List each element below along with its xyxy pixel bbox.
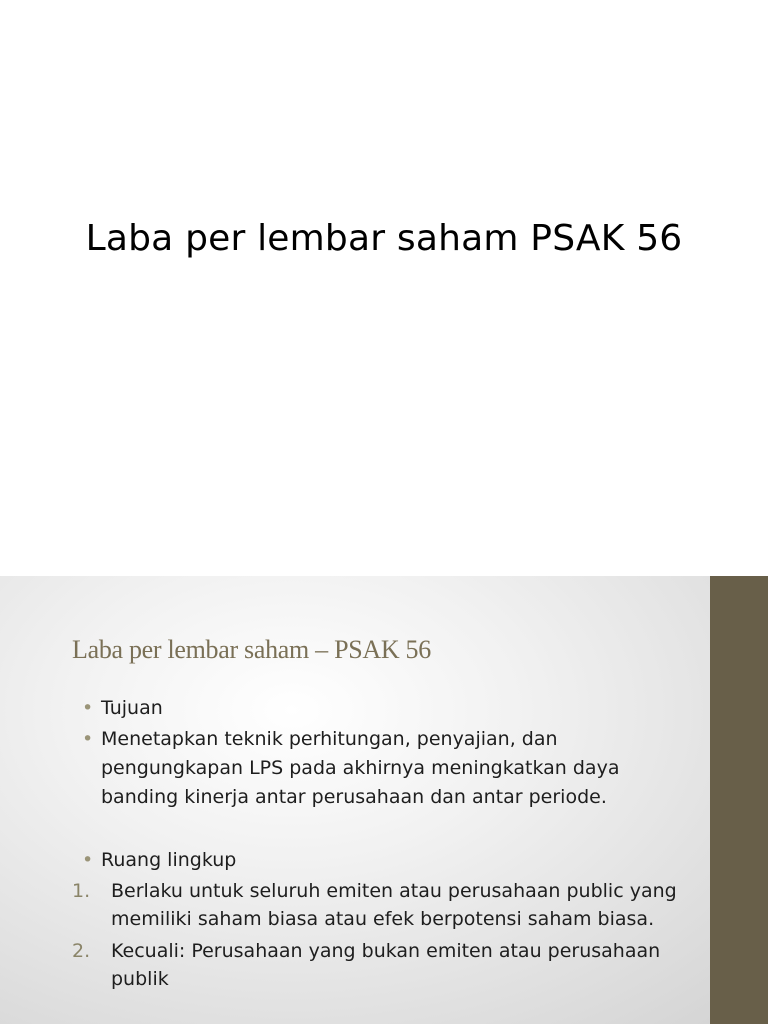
bullet-text: Menetapkan teknik perhitungan, penyajian, dan pengungkapan LPS pada akhirnya meningkatkan daya banding kinerja antar perusahaan dan antar periode. [101,728,620,808]
slide-2-title: Laba per lembar saham – PSAK 56 [72,635,431,664]
slide-1-title: Laba per lembar saham PSAK 56 [85,218,683,259]
bullet-item [70,694,690,723]
bullet-icon: • [82,849,94,871]
slide-2-content [70,694,690,997]
bullet-text: Ruang lingkup [101,849,237,871]
item-number: 1. [72,880,91,902]
numbered-item [70,937,690,993]
bullet-icon: • [82,697,94,719]
item-text: Berlaku untuk seluruh emiten atau perusahaan public yang memiliki saham biasa atau efek berpotensi saham biasa. [111,880,677,930]
slide-2 [0,576,768,1024]
bullet-item [70,846,690,875]
bullet-icon: • [82,728,94,750]
accent-bar [710,576,768,1024]
bullet-item [70,725,690,812]
item-text: Kecuali: Perusahaan yang bukan emiten atau perusahaan publik [111,940,661,990]
numbered-item [70,877,690,933]
item-number: 2. [72,940,91,962]
bullet-text: Tujuan [101,697,163,719]
